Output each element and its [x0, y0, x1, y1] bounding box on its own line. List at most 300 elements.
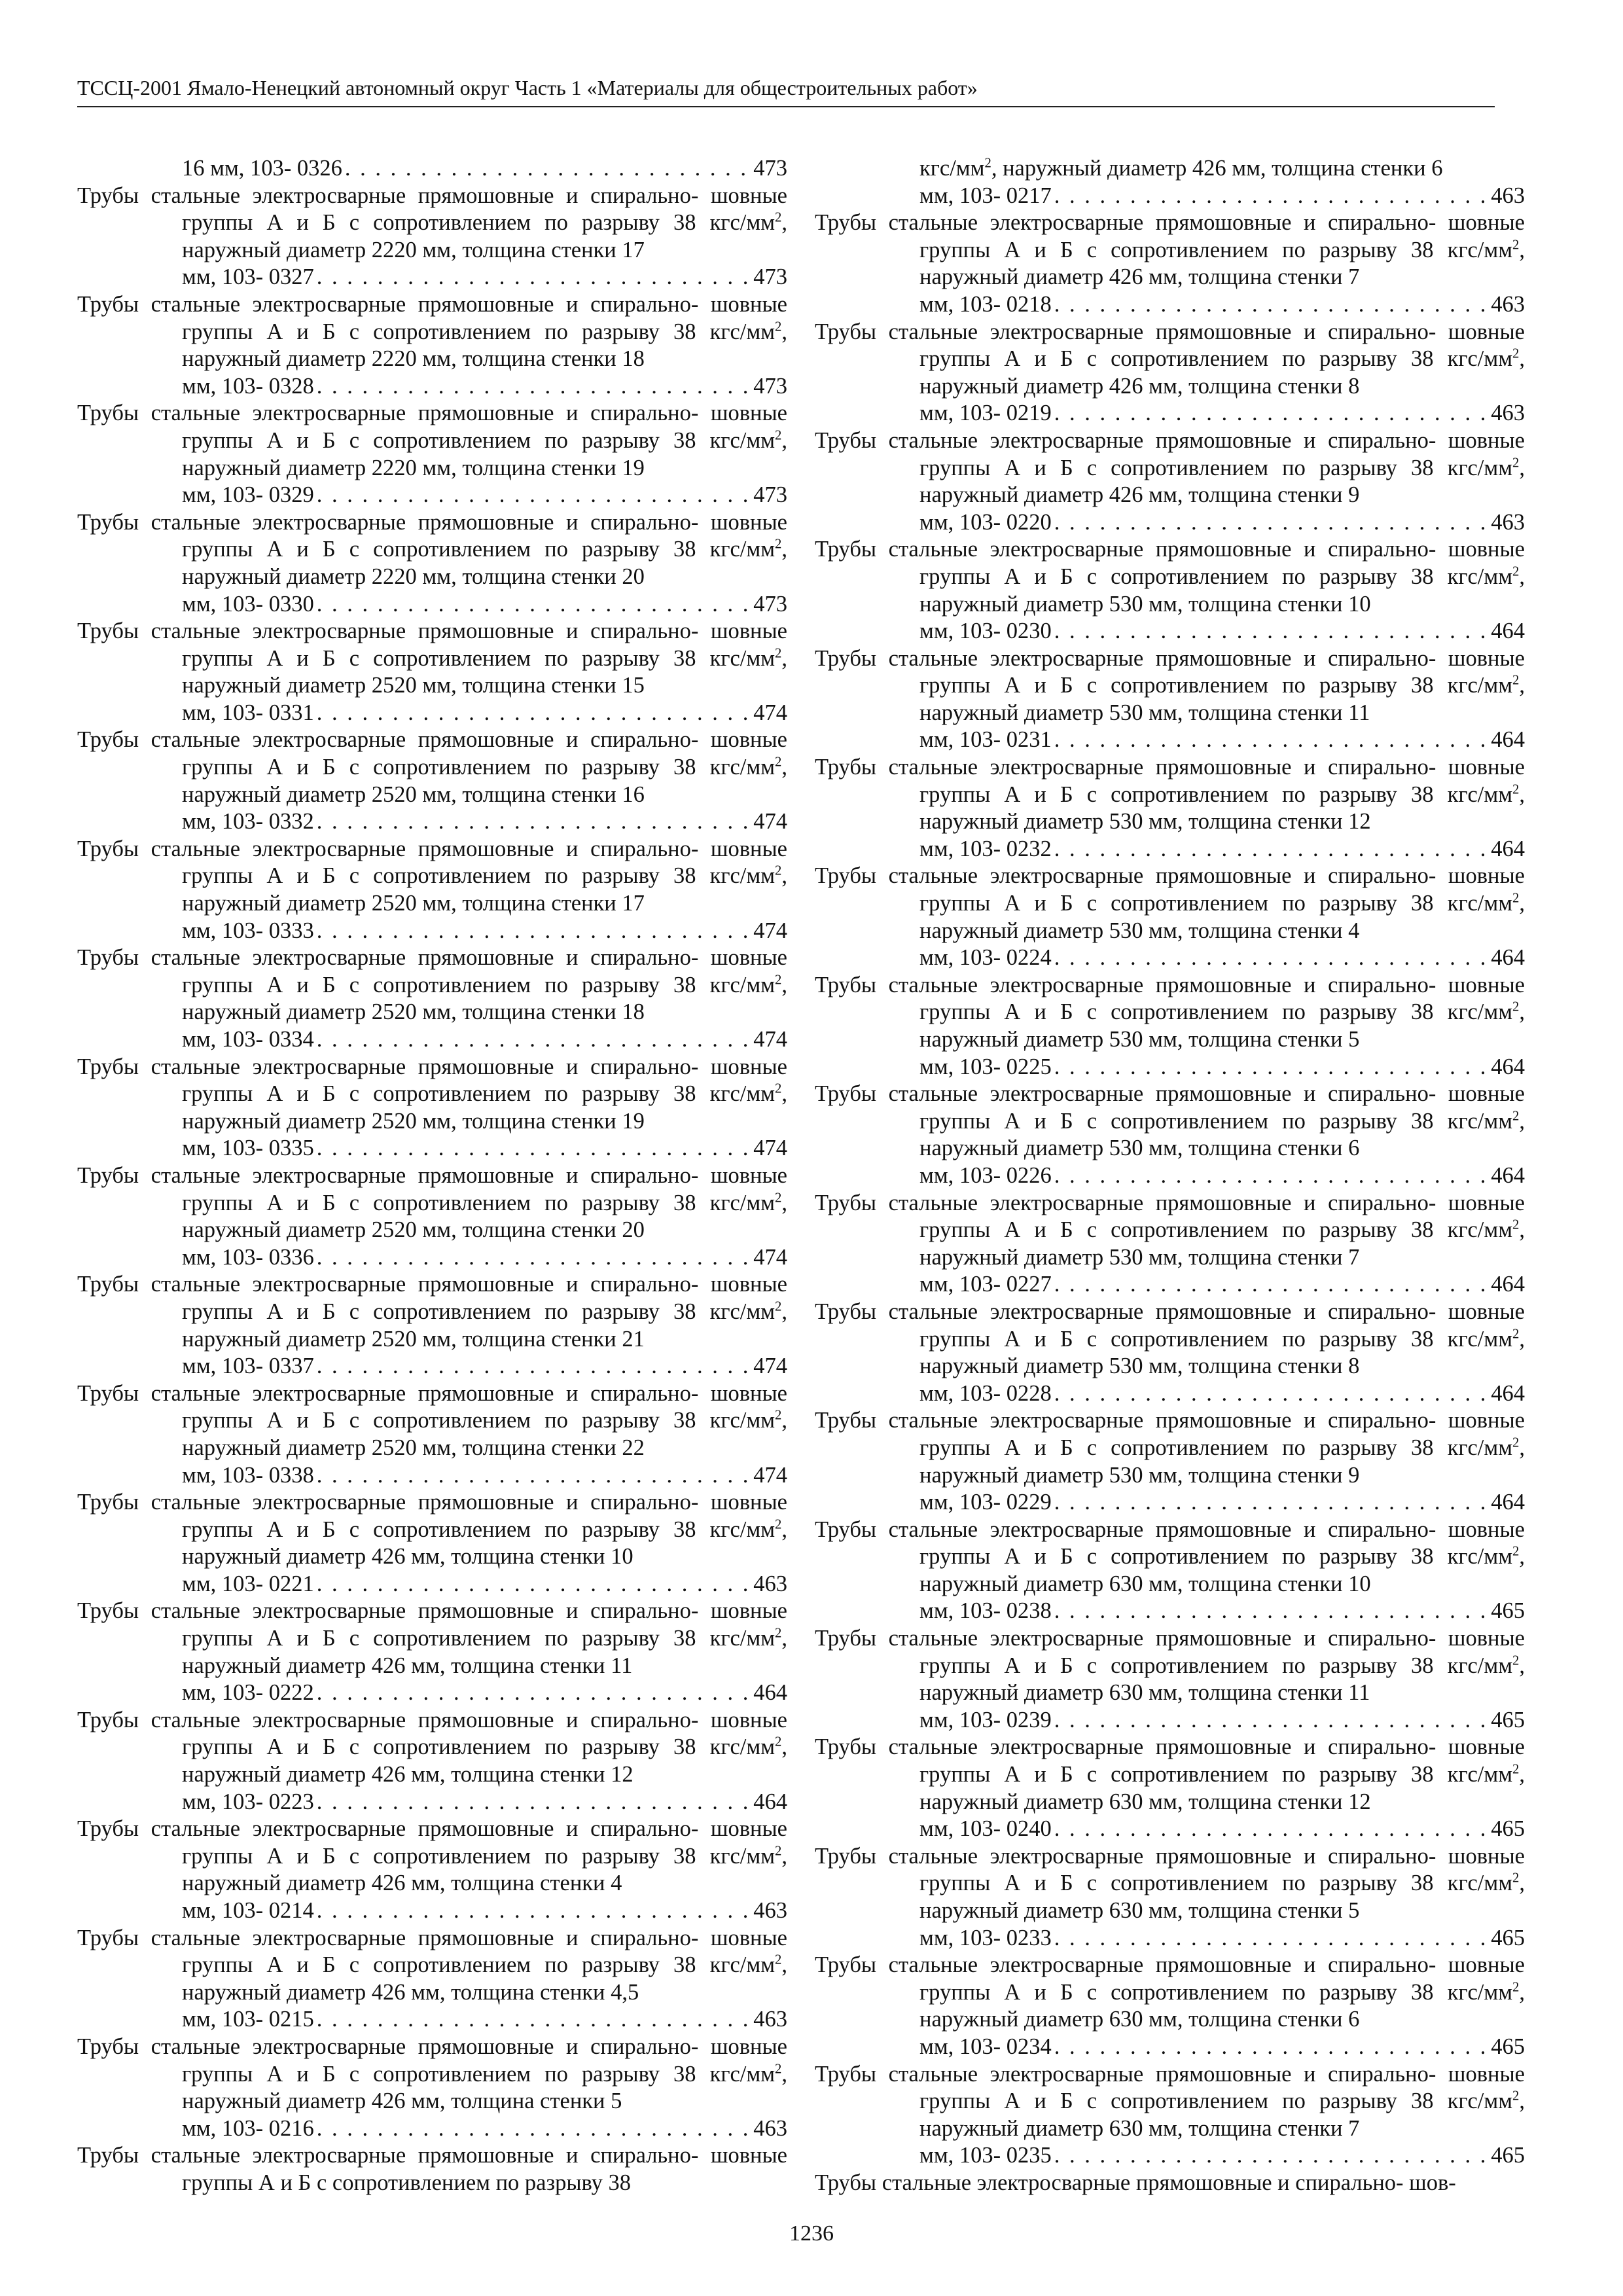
entry-code: мм, 103- 0238 — [919, 1598, 1052, 1624]
entry-last-line — [919, 2142, 1525, 2170]
diameter-suffix: мм, толщина стенки — [416, 891, 622, 916]
entry-code: мм, 103- 0222 — [182, 1680, 314, 1706]
leader-dots — [345, 155, 751, 183]
leader-dots — [317, 1026, 751, 1054]
index-entry — [815, 1843, 1525, 1952]
unit-text: кгс/мм — [1447, 781, 1513, 807]
entry-title: Трубы стальные электросварные прямошовные и спирально- шовные группы А и Б с сопротивлением по разрыву 38 — [77, 1707, 787, 1760]
entry-thickness: 10 — [611, 1544, 633, 1570]
page-number: 1236 — [789, 2221, 834, 2246]
index-entry — [77, 2034, 787, 2142]
unit-superscript: 2 — [1512, 238, 1520, 253]
unit-superscript: 2 — [775, 1734, 782, 1749]
entry-last-line — [182, 155, 787, 183]
entry-last-line — [182, 2115, 787, 2143]
entry-title: Трубы стальные электросварные прямошовные и спирально- шовные группы А и Б с сопротивлением по разрыву 38 — [815, 319, 1525, 372]
entry-title: Трубы стальные электросварные прямошовные и спирально- шовные группы А и Б с сопротивлением по разрыву 38 — [77, 945, 787, 997]
index-entry — [77, 1925, 787, 2034]
entry-code: мм, 103- 0235 — [919, 2143, 1052, 2168]
unit-text: кгс/мм — [709, 1516, 776, 1542]
index-entry — [815, 972, 1525, 1081]
entry-title: Трубы стальные электросварные прямошовные и спирально- шовные группы А и Б с сопротивлением по разрыву 38 — [77, 1598, 787, 1651]
diameter-prefix: , наружный диаметр — [919, 673, 1525, 725]
entry-code: мм, 103- 0239 — [919, 1707, 1052, 1732]
entry-page-ref: 463 — [753, 1571, 787, 1596]
entry-thickness: 11 — [1348, 1680, 1370, 1706]
diameter-prefix: , наружный диаметр — [919, 1979, 1525, 2032]
unit-text: кгс/мм — [709, 1190, 776, 1215]
entry-code: мм, 103- 0234 — [919, 2034, 1052, 2059]
entry-last-line — [919, 1162, 1525, 1190]
unit-text: кгс/мм — [1447, 346, 1513, 372]
diameter-suffix: мм, толщина стенки — [1143, 1789, 1349, 1814]
entry-last-line — [919, 2034, 1525, 2061]
diameter-suffix: мм, толщина стенки — [1143, 1571, 1349, 1596]
unit-superscript: 2 — [775, 646, 782, 661]
unit-superscript: 2 — [1512, 1544, 1520, 1559]
entry-thickness: 16 — [622, 781, 645, 807]
entry-last-line — [919, 1489, 1525, 1516]
entry-page-ref: 473 — [753, 264, 787, 290]
entry-diameter: 530 — [1109, 918, 1143, 943]
entry-thickness: 17 — [622, 891, 645, 916]
entry-last-line — [919, 944, 1525, 972]
entry-title: Трубы стальные электросварные прямошовные и спирально- шовные группы А и Б с сопротивлением по разрыву 38 — [815, 645, 1525, 698]
entry-thickness: 21 — [622, 1326, 645, 1352]
entry-title: Трубы стальные электросварные прямошовные и спирально- шовные группы А и Б с сопротивлением по разрыву 38 — [815, 1516, 1525, 1570]
index-entry — [77, 1054, 787, 1162]
unit-text: кгс/мм — [709, 1626, 776, 1651]
unit-text: кгс/мм — [1447, 999, 1513, 1025]
diameter-suffix: мм, толщина стенки — [1143, 809, 1349, 834]
unit-text: кгс/мм — [709, 755, 776, 780]
entry-page-ref: 464 — [753, 1789, 787, 1814]
entry-thickness: 12 — [1348, 809, 1371, 834]
entry-page-ref: 473 — [753, 591, 787, 617]
entry-page-ref: 474 — [753, 1462, 787, 1488]
unit-text: кгс/мм — [1447, 564, 1513, 589]
entry-code: мм, 103- 0334 — [182, 1027, 314, 1052]
diameter-suffix: мм, толщина стенки — [1143, 1898, 1349, 1923]
unit-text: кгс/мм — [1447, 237, 1513, 262]
entry-page-ref: 463 — [1491, 509, 1525, 535]
entry-last-line — [919, 1925, 1525, 1952]
unit-superscript: 2 — [775, 755, 782, 770]
entry-code: мм, 103- 0221 — [182, 1571, 314, 1596]
unit-text: кгс/мм — [1447, 1217, 1513, 1243]
entry-last-line — [182, 918, 787, 945]
leader-dots — [1054, 2142, 1488, 2170]
entry-code: мм, 103- 0330 — [182, 591, 314, 617]
diameter-prefix: , наружный диаметр — [919, 781, 1525, 834]
entry-title: Трубы стальные электросварные прямошовные и спирально- шовные группы А и Б с сопротивлением по разрыву 38 — [77, 727, 787, 780]
entry-last-line — [182, 591, 787, 619]
unit-superscript: 2 — [1512, 1327, 1520, 1342]
entry-code: мм, 103- 0230 — [919, 619, 1052, 644]
leader-dots — [1054, 291, 1488, 319]
entry-code: мм, 103- 0214 — [182, 1898, 314, 1923]
unit-superscript: 2 — [775, 1844, 782, 1859]
diameter-suffix: мм, толщина стенки — [405, 1979, 611, 2005]
entry-thickness: 4,5 — [611, 1979, 639, 2005]
entry-page-ref: 464 — [753, 1680, 787, 1706]
entry-thickness: 6 — [1431, 156, 1443, 181]
index-entry — [815, 1407, 1525, 1516]
entry-last-line — [182, 700, 787, 727]
index-entry — [815, 1952, 1525, 2060]
index-entry — [77, 1707, 787, 1816]
unit-superscript: 2 — [1512, 346, 1520, 361]
diameter-prefix: , наружный диаметр — [182, 2061, 788, 2114]
unit-text: кгс/мм — [1447, 1108, 1513, 1134]
unit-text: кгс/мм — [1447, 1653, 1513, 1678]
unit-text: кгс/мм — [1447, 1435, 1513, 1460]
diameter-prefix: , наружный диаметр — [182, 1626, 788, 1678]
diameter-suffix: мм, толщина стенки — [416, 1326, 622, 1352]
diameter-prefix: , наружный диаметр — [991, 156, 1192, 181]
diameter-suffix: мм, толщина стенки — [1143, 591, 1349, 617]
entry-code: мм, 103- 0219 — [919, 401, 1052, 426]
entry-code: мм, 103- 0336 — [182, 1244, 314, 1270]
entry-diameter: 2520 — [371, 781, 417, 807]
leader-dots — [1054, 1271, 1488, 1299]
entry-page-ref: 464 — [1491, 619, 1525, 644]
entry-last-line — [182, 1026, 787, 1054]
entry-title: Трубы стальные электросварные прямошовные и спирально- шовные группы А и Б с сопротивлением по разрыву 38 — [77, 401, 787, 453]
entry-diameter: 630 — [1109, 2007, 1143, 2032]
entry-code: мм, 103- 0215 — [182, 2007, 314, 2032]
entry-title: Трубы стальные электросварные прямошовные и спирально- шовные группы А и Б с сопротивлением по разрыву 38 — [815, 1190, 1525, 1243]
entry-last-line — [919, 726, 1525, 754]
entry-page-ref: 465 — [1491, 2143, 1525, 2168]
unit-text: кгс/мм — [1447, 1762, 1513, 1787]
diameter-suffix: мм, толщина стенки — [405, 1544, 611, 1570]
entry-code: мм, 103- 0217 — [919, 183, 1052, 208]
diameter-suffix: мм, толщина стенки — [1143, 2007, 1349, 2032]
entry-thickness: 12 — [1348, 1789, 1371, 1814]
leader-dots — [1054, 618, 1488, 645]
entry-title: Трубы стальные электросварные прямошовные и спирально- шовные группы А и Б с сопротивлением по разрыву 38 — [815, 1299, 1525, 1352]
diameter-prefix: , наружный диаметр — [919, 564, 1525, 617]
unit-superscript: 2 — [775, 2062, 782, 2077]
leader-dots — [317, 808, 751, 836]
leader-dots — [1054, 1162, 1488, 1190]
diameter-prefix: , наружный диаметр — [919, 346, 1525, 399]
index-entry — [815, 209, 1525, 318]
index-entry — [815, 645, 1525, 754]
entry-diameter: 2520 — [371, 999, 417, 1025]
leader-dots — [1054, 1925, 1488, 1952]
entry-diameter: 530 — [1109, 809, 1143, 834]
entry-code: мм, 103- 0218 — [919, 291, 1052, 317]
entry-code: мм, 103- 0225 — [919, 1054, 1052, 1079]
diameter-suffix: мм, толщина стенки — [416, 237, 622, 262]
entry-page-ref: 463 — [753, 1898, 787, 1923]
diameter-prefix: , наружный диаметр — [182, 1843, 788, 1896]
entry-title: Трубы стальные электросварные прямошовные и спирально- шовные группы А и Б с сопротивлением по разрыву 38 — [815, 755, 1525, 807]
entry-code: мм, 103- 0224 — [919, 945, 1052, 971]
diameter-suffix: мм, толщина стенки — [405, 2089, 611, 2114]
unit-superscript: 2 — [775, 1191, 782, 1206]
entry-code: мм, 103- 0232 — [919, 836, 1052, 861]
entry-last-line — [182, 264, 787, 291]
entry-thickness: 17 — [622, 237, 645, 262]
leader-dots — [1054, 944, 1488, 972]
entry-thickness: 10 — [1348, 591, 1371, 617]
diameter-prefix: , наружный диаметр — [919, 1762, 1525, 1814]
unit-superscript: 2 — [775, 863, 782, 878]
leader-dots — [1054, 2034, 1488, 2061]
entry-last-line — [182, 1462, 787, 1490]
entry-diameter: 2520 — [371, 1108, 417, 1134]
leader-dots — [1054, 400, 1488, 427]
index-entry — [815, 1625, 1525, 1734]
index-entry — [77, 618, 787, 726]
diameter-prefix: , наружный диаметр — [919, 1108, 1525, 1161]
entry-title: Трубы стальные электросварные прямошовные и спирально- шовные группы А и Б с сопротивлением по разрыву 38 — [815, 1408, 1525, 1460]
leader-dots — [317, 1679, 751, 1707]
entry-page-ref: 464 — [1491, 1272, 1525, 1297]
diameter-prefix: , наружный диаметр — [182, 427, 788, 480]
diameter-suffix: мм, толщина стенки — [1143, 373, 1349, 399]
unit-text: кгс/мм — [1447, 2089, 1513, 2114]
entry-title: Трубы стальные электросварные прямошовные и спирально- шовные группы А и Б с сопротивлением по разрыву 38 — [815, 210, 1525, 262]
diameter-prefix: , наружный диаметр — [919, 455, 1525, 508]
entry-code: мм, 103- 0337 — [182, 1354, 314, 1379]
unit-text: кгс/мм — [919, 156, 985, 181]
entry-title: Трубы стальные электросварные прямошовные и спирально- шовные группы А и Б с сопротивлением по разрыву 38 — [77, 1162, 787, 1215]
unit-text: кгс/мм — [1447, 891, 1513, 916]
entry-thickness: 22 — [622, 1435, 645, 1460]
diameter-suffix: мм, толщина стенки — [416, 1217, 622, 1243]
entry-diameter: 630 — [1109, 1898, 1143, 1923]
entry-title: Трубы стальные электросварные прямошовные и спирально- шовные группы А и Б с сопротивлением по разрыву 38 — [815, 537, 1525, 589]
diameter-prefix: , наружный диаметр — [182, 645, 788, 698]
unit-text: кгс/мм — [709, 972, 776, 997]
entry-diameter: 530 — [1109, 700, 1143, 725]
entry-thickness: 19 — [622, 455, 645, 480]
entry-title: Трубы стальные электросварные прямошовные и спирально- шовные группы А и Б с сопротивлением по разрыву 38 — [77, 619, 787, 671]
entry-title: Трубы стальные электросварные прямошовные и спирально- шовные группы А и Б с сопротивлением по разрыву 38 — [77, 2034, 787, 2087]
index-entry — [815, 319, 1525, 427]
diameter-suffix: мм, толщина стенки — [405, 1871, 611, 1896]
entry-diameter: 2520 — [371, 1435, 417, 1460]
leader-dots — [317, 1353, 751, 1380]
leader-dots — [317, 1897, 751, 1925]
entry-thickness: 19 — [622, 1108, 645, 1134]
unit-superscript: 2 — [1512, 1109, 1520, 1124]
unit-text: кгс/мм — [709, 1081, 776, 1107]
leader-dots — [317, 1789, 751, 1816]
unit-superscript: 2 — [775, 1299, 782, 1314]
entry-last-line — [182, 808, 787, 836]
entry-last-line — [182, 373, 787, 401]
entry-code: мм, 103- 0227 — [919, 1272, 1052, 1297]
entry-last-line — [182, 1571, 787, 1598]
entry-title: Трубы стальные электросварные прямошовные и спирально- шовные группы А и Б с сопротивлением по разрыву 38 — [77, 291, 787, 344]
unit-superscript: 2 — [1512, 2089, 1520, 2104]
entry-code: мм, 103- 0240 — [919, 1816, 1052, 1842]
entry-diameter: 2520 — [371, 1217, 417, 1243]
entry-code: мм, 103- 0216 — [182, 2115, 314, 2141]
leader-dots — [1054, 836, 1488, 863]
diameter-prefix: , наружный диаметр — [182, 537, 788, 589]
index-entry — [77, 1489, 787, 1598]
diameter-suffix: мм, толщина стенки — [1143, 1462, 1349, 1488]
unit-text: кгс/мм — [709, 863, 776, 889]
leader-dots — [1054, 1598, 1488, 1625]
entry-page-ref: 463 — [1491, 291, 1525, 317]
index-entry — [815, 1516, 1525, 1625]
leader-dots — [317, 1462, 751, 1490]
diameter-prefix: , наружный диаметр — [182, 1081, 788, 1134]
index-entry — [77, 726, 787, 835]
entry-title: Трубы стальные электросварные прямошовные и спирально- шовные группы А и Б с сопротивлением по разрыву 38 — [815, 427, 1525, 480]
index-entry — [815, 427, 1525, 536]
unit-superscript: 2 — [775, 428, 782, 443]
diameter-prefix: , наружный диаметр — [919, 1653, 1525, 1706]
entry-title: Трубы стальные электросварные прямошовные и спирально- шовные группы А и Б с сопротивлением по разрыву 38 — [815, 972, 1525, 1025]
entry-diameter: 426 — [1192, 156, 1226, 181]
unit-superscript: 2 — [1512, 564, 1520, 579]
diameter-prefix: , наружный диаметр — [182, 1734, 788, 1787]
entry-last-line — [182, 1789, 787, 1816]
entry-thickness: 5 — [1348, 1898, 1360, 1923]
diameter-suffix: мм, толщина стенки — [1143, 1354, 1349, 1379]
diameter-suffix: мм, толщина стенки — [416, 673, 622, 698]
diameter-suffix: мм, толщина стенки — [1143, 264, 1349, 290]
entry-code: 16 мм, 103- 0326 — [182, 156, 342, 181]
unit-text: кгс/мм — [1447, 455, 1513, 480]
entry-thickness: 7 — [1348, 264, 1360, 290]
entry-title: Трубы стальные электросварные прямошовные и спирально- шовные группы А и Б с сопротивлением по разрыву 38 — [815, 1952, 1525, 2005]
diameter-prefix: , наружный диаметр — [182, 1190, 788, 1243]
trailing-entry: Трубы стальные электросварные прямошовные и спирально- шов- — [815, 2170, 1456, 2195]
entry-last-line — [182, 482, 787, 509]
unit-text: кгс/мм — [1447, 1326, 1513, 1352]
diameter-suffix: мм, толщина стенки — [1143, 1680, 1349, 1706]
index-entry — [815, 1299, 1525, 1407]
unit-text: кгс/мм — [709, 319, 776, 344]
entry-code: мм, 103- 0329 — [182, 482, 314, 508]
right-column — [815, 155, 1525, 2197]
entry-last-line — [919, 1707, 1525, 1734]
entry-code: мм, 103- 0231 — [919, 727, 1052, 753]
entry-page-ref: 464 — [1491, 727, 1525, 753]
unit-superscript: 2 — [1512, 1980, 1520, 1995]
entry-diameter: 630 — [1109, 2115, 1143, 2141]
entry-page-ref: 465 — [1491, 2034, 1525, 2059]
entry-diameter: 426 — [371, 2089, 406, 2114]
lead-in-entry — [77, 155, 787, 183]
entry-diameter: 2220 — [371, 237, 417, 262]
unit-superscript: 2 — [775, 537, 782, 552]
entry-page-ref: 463 — [1491, 183, 1525, 208]
entry-title: Трубы стальные электросварные прямошовные и спирально- шовные группы А и Б с сопротивлением по разрыву 38 — [77, 1272, 787, 1324]
diameter-suffix: мм, толщина стенки — [1143, 2115, 1349, 2141]
diameter-suffix: мм, толщина стенки — [1143, 700, 1349, 725]
unit-text: кгс/мм — [1447, 1871, 1513, 1896]
entry-thickness: 4 — [611, 1871, 622, 1896]
entry-thickness: 18 — [622, 999, 645, 1025]
leader-dots — [317, 373, 751, 401]
entry-diameter: 530 — [1109, 1354, 1143, 1379]
entry-last-line — [182, 1244, 787, 1272]
unit-superscript: 2 — [1512, 1653, 1520, 1668]
index-entry — [815, 863, 1525, 971]
diameter-prefix: , наружный диаметр — [182, 319, 788, 372]
diameter-prefix: , наружный диаметр — [182, 210, 788, 262]
entry-diameter: 426 — [371, 1762, 406, 1787]
unit-superscript: 2 — [1512, 1217, 1520, 1232]
entry-page-ref: 474 — [753, 1027, 787, 1052]
diameter-prefix: , наружный диаметр — [919, 1871, 1525, 1923]
entry-page-ref: 473 — [753, 156, 787, 181]
entry-diameter: 2520 — [371, 673, 417, 698]
entry-last-line — [182, 1135, 787, 1162]
entry-code: мм, 103- 0332 — [182, 809, 314, 834]
unit-text: кгс/мм — [709, 537, 776, 562]
unit-superscript: 2 — [775, 210, 782, 225]
unit-superscript: 2 — [775, 1626, 782, 1641]
diameter-suffix: мм, толщина стенки — [416, 455, 622, 480]
unit-superscript: 2 — [1512, 999, 1520, 1014]
diameter-prefix: , наружный диаметр — [919, 1435, 1525, 1488]
unit-superscript: 2 — [1512, 891, 1520, 906]
diameter-prefix: , наружный диаметр — [182, 1408, 788, 1460]
diameter-prefix: , наружный диаметр — [182, 863, 788, 916]
leader-dots — [317, 1571, 751, 1598]
entry-last-line — [919, 836, 1525, 863]
unit-text: кгс/мм — [709, 427, 776, 453]
index-entry — [77, 944, 787, 1053]
index-entry — [77, 509, 787, 618]
entry-last-line — [919, 1380, 1525, 1408]
diameter-suffix: мм, толщина стенки — [416, 1108, 622, 1134]
entry-diameter: 530 — [1109, 1027, 1143, 1052]
entry-diameter: 426 — [1109, 482, 1143, 508]
diameter-suffix: мм, толщина стенки — [405, 1762, 611, 1787]
entry-code: мм, 103- 0228 — [919, 1380, 1052, 1406]
entry-diameter: 2220 — [371, 455, 417, 480]
unit-superscript: 2 — [775, 1081, 782, 1096]
left-column — [77, 155, 787, 2197]
entry-title: Трубы стальные электросварные прямошовные и спирально- шовные группы А и Б с сопротивлением по разрыву 38 — [77, 183, 787, 236]
entry-title: Трубы стальные электросварные прямошовные и спирально- шовные группы А и Б с сопротивлением по разрыву 38 — [77, 1925, 787, 1978]
entry-diameter: 426 — [371, 1979, 406, 2005]
unit-superscript: 2 — [775, 973, 782, 988]
entry-thickness: 8 — [1348, 373, 1360, 399]
leader-dots — [317, 264, 751, 291]
unit-superscript: 2 — [775, 1517, 782, 1532]
entry-code: мм, 103- 0327 — [182, 264, 314, 290]
entry-code: мм, 103- 0333 — [182, 918, 314, 943]
entry-title: Трубы стальные электросварные прямошовные и спирально- шовные группы А и Б с сопротивлением по разрыву 38 — [77, 1054, 787, 1107]
diameter-prefix: , наружный диаметр — [919, 237, 1525, 290]
unit-superscript: 2 — [775, 319, 782, 334]
index-entry — [77, 1380, 787, 1489]
left-entry-list — [77, 183, 787, 2143]
entry-thickness: 12 — [611, 1762, 633, 1787]
diameter-prefix: , наружный диаметр — [919, 1544, 1525, 1596]
entry-page-ref: 473 — [753, 482, 787, 508]
entry-last-line — [919, 183, 1525, 210]
unit-text: кгс/мм — [1447, 1979, 1513, 2005]
diameter-suffix: мм, толщина стенки — [416, 346, 622, 372]
index-entry — [77, 183, 787, 291]
unit-text: кгс/мм — [709, 210, 776, 236]
unit-text: кгс/мм — [1447, 1544, 1513, 1570]
